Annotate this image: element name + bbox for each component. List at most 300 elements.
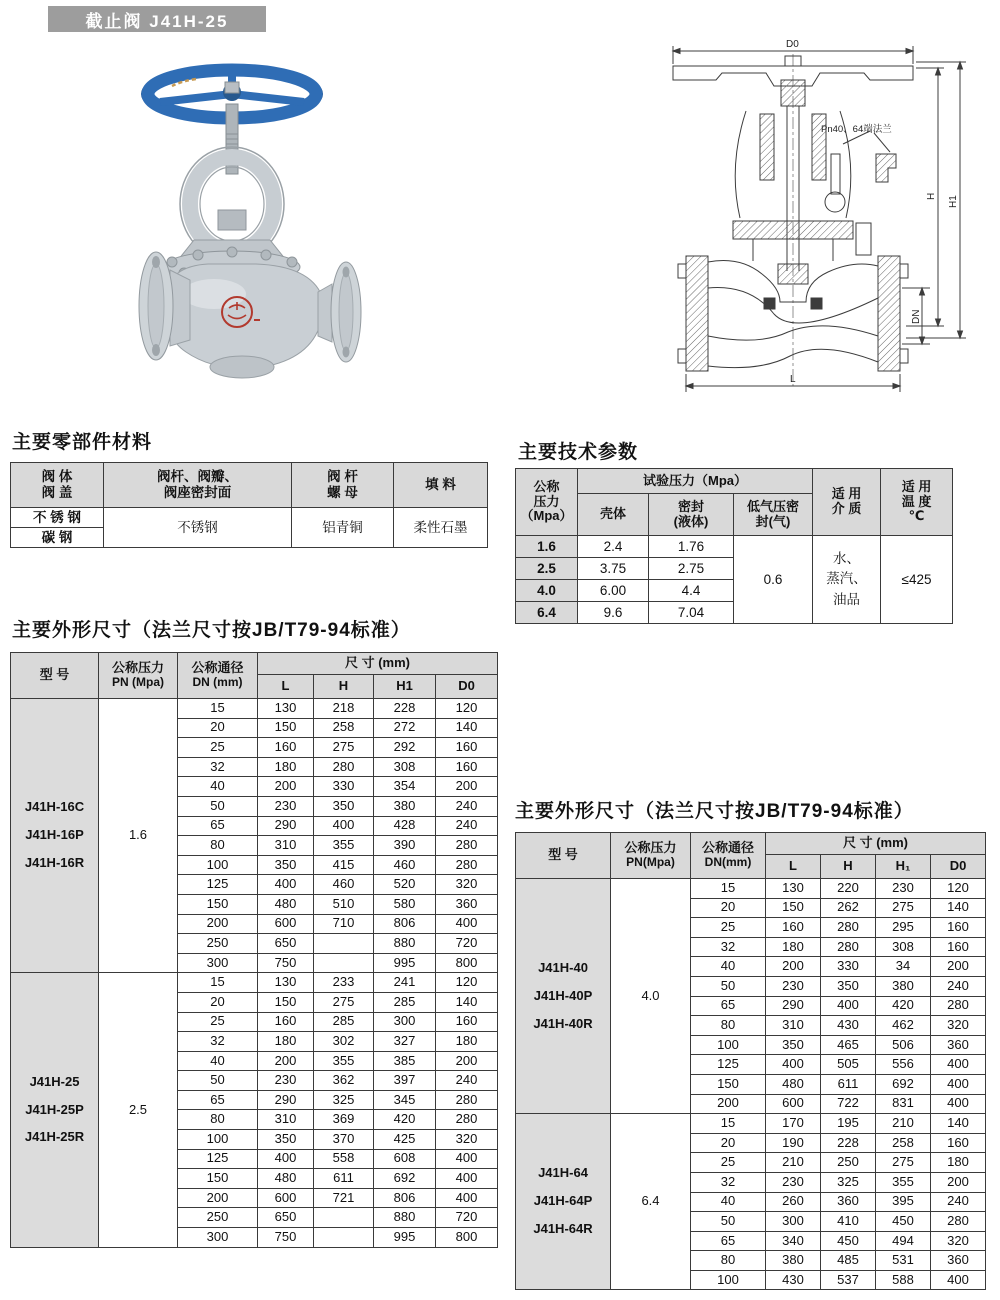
dim-cell: 290 [766, 996, 821, 1016]
materials-header-body: 阀 体 阀 盖 [11, 463, 104, 508]
dn-cell: 300 [178, 1228, 258, 1248]
dim-cell: 240 [436, 1071, 498, 1091]
inlet-flange [139, 252, 173, 360]
model-label: J41H-25R [24, 1129, 85, 1145]
materials-header-stem: 阀杆、阀瓣、 阀座密封面 [104, 463, 292, 508]
dn-cell: 200 [691, 1094, 766, 1114]
dim-cell: 310 [258, 836, 314, 856]
dn-cell: 50 [178, 1071, 258, 1091]
dim-cell: 531 [876, 1251, 931, 1271]
tech-shell: 3.75 [578, 558, 649, 580]
dim-cell: 806 [374, 1188, 436, 1208]
dim-cell: 831 [876, 1094, 931, 1114]
dim-cell: 354 [374, 777, 436, 797]
pn-value: 4.0 [611, 879, 691, 1114]
dim-cell: 420 [374, 1110, 436, 1130]
dim-cell: 285 [314, 1012, 374, 1032]
dim-cell: 345 [374, 1090, 436, 1110]
dim-cell: 400 [821, 996, 876, 1016]
dim-cell: 880 [374, 1208, 436, 1228]
dim-cell: 430 [821, 1016, 876, 1036]
dim-cell: 160 [436, 1012, 498, 1032]
dn-cell: 65 [178, 1090, 258, 1110]
dim-cell: 320 [436, 1130, 498, 1150]
dim-cell: 290 [258, 1090, 314, 1110]
dim-cell: 140 [436, 992, 498, 1012]
dims-header-col-h1: H₁ [876, 855, 931, 879]
dim-cell: 380 [876, 976, 931, 996]
dim-label-dn: DN [911, 309, 922, 324]
dn-cell: 32 [691, 1172, 766, 1192]
dim-cell: 230 [876, 879, 931, 899]
dims-header-col-l: L [766, 855, 821, 879]
dim-cell: 995 [374, 953, 436, 973]
dim-cell: 460 [314, 875, 374, 895]
dn-cell: 150 [178, 894, 258, 914]
dims-table-right [515, 832, 986, 1290]
dim-cell: 710 [314, 914, 374, 934]
material-body-1: 不 锈 钢 [11, 508, 104, 528]
dim-cell: 430 [766, 1270, 821, 1290]
dim-cell: 450 [821, 1231, 876, 1251]
dim-cell: 228 [374, 699, 436, 719]
dim-cell: 280 [821, 937, 876, 957]
dim-cell: 140 [436, 718, 498, 738]
dim-cell: 292 [374, 738, 436, 758]
model-label: J41H-16P [25, 827, 84, 843]
dims-header-pn: 公称压力 PN (Mpa) [99, 653, 178, 699]
dim-cell [314, 1228, 374, 1248]
dim-cell: 720 [436, 934, 498, 954]
dn-cell: 250 [178, 1208, 258, 1228]
dim-cell: 260 [766, 1192, 821, 1212]
dn-cell: 150 [178, 1169, 258, 1189]
dim-cell: 425 [374, 1130, 436, 1150]
dim-cell: 355 [314, 836, 374, 856]
dim-cell: 506 [876, 1035, 931, 1055]
tech-pn: 4.0 [516, 580, 578, 602]
dim-cell: 600 [258, 1188, 314, 1208]
tech-params-table [515, 468, 953, 624]
pn-value: 2.5 [99, 973, 178, 1247]
tech-seal: 2.75 [649, 558, 734, 580]
dn-cell: 50 [178, 796, 258, 816]
dims-row [516, 879, 986, 899]
dims-right-heading: 主要外形尺寸（法兰尺寸按JB/T79-94标准） [515, 801, 914, 822]
tech-media-value: 水、 蒸汽、 油品 [813, 536, 881, 624]
dim-cell: 295 [876, 918, 931, 938]
dim-cell: 360 [821, 1192, 876, 1212]
dim-cell: 258 [876, 1133, 931, 1153]
dn-cell: 50 [691, 976, 766, 996]
dim-cell: 400 [258, 875, 314, 895]
dn-cell: 80 [178, 1110, 258, 1130]
dn-cell: 40 [691, 1192, 766, 1212]
dim-cell: 385 [374, 1051, 436, 1071]
dim-cell: 150 [258, 992, 314, 1012]
dim-cell: 200 [436, 1051, 498, 1071]
dim-label-l: L [790, 374, 796, 385]
dim-cell: 180 [931, 1153, 986, 1173]
valve-drawing [638, 36, 988, 404]
material-nut: 铝青铜 [292, 508, 394, 548]
dn-cell: 25 [691, 1153, 766, 1173]
dims-table-left [10, 652, 498, 1248]
dim-cell: 721 [314, 1188, 374, 1208]
dim-cell: 302 [314, 1032, 374, 1052]
dn-cell: 40 [178, 1051, 258, 1071]
dim-cell: 400 [766, 1055, 821, 1075]
dn-cell: 32 [178, 1032, 258, 1052]
dn-cell: 125 [178, 875, 258, 895]
dn-cell: 15 [178, 699, 258, 719]
tech-shell: 2.4 [578, 536, 649, 558]
dim-cell: 340 [766, 1231, 821, 1251]
dim-cell: 350 [766, 1035, 821, 1055]
dim-cell: 240 [931, 1192, 986, 1212]
model-label: J41H-16R [24, 855, 85, 871]
tech-header-shell: 壳体 [578, 494, 649, 536]
dim-cell: 400 [314, 816, 374, 836]
dn-cell: 15 [178, 973, 258, 993]
dim-cell: 120 [436, 973, 498, 993]
dim-cell: 360 [931, 1035, 986, 1055]
dim-cell: 410 [821, 1212, 876, 1232]
dim-cell: 370 [314, 1130, 374, 1150]
dim-cell: 160 [436, 738, 498, 758]
dim-cell: 362 [314, 1071, 374, 1091]
dim-label-h: H [926, 192, 937, 200]
dim-cell: 240 [436, 796, 498, 816]
dim-cell: 308 [374, 757, 436, 777]
dim-cell: 350 [258, 855, 314, 875]
dim-cell: 150 [766, 898, 821, 918]
dim-cell: 258 [314, 718, 374, 738]
model-label: J41H-25P [25, 1101, 84, 1117]
dn-cell: 40 [691, 957, 766, 977]
tech-heading: 主要技术参数 [518, 442, 639, 463]
dim-cell: 800 [436, 953, 498, 973]
dims-row [11, 973, 498, 993]
dim-cell: 280 [931, 996, 986, 1016]
dim-cell: 240 [436, 816, 498, 836]
dim-cell: 355 [314, 1051, 374, 1071]
dim-cell: 308 [876, 937, 931, 957]
dim-cell: 390 [374, 836, 436, 856]
dim-cell: 250 [821, 1153, 876, 1173]
dim-cell: 465 [821, 1035, 876, 1055]
dim-cell: 160 [931, 937, 986, 957]
dim-cell: 280 [436, 1090, 498, 1110]
dim-cell: 350 [314, 796, 374, 816]
dn-cell: 100 [691, 1270, 766, 1290]
dim-cell: 200 [931, 957, 986, 977]
outlet-flange [331, 262, 361, 362]
dim-cell: 400 [436, 914, 498, 934]
material-packing: 柔性石墨 [394, 508, 488, 548]
dim-cell: 400 [931, 1094, 986, 1114]
dim-cell: 160 [931, 918, 986, 938]
dn-cell: 125 [691, 1055, 766, 1075]
dim-cell: 280 [436, 836, 498, 856]
dn-cell: 40 [178, 777, 258, 797]
tech-low-seal-value: 0.6 [734, 536, 813, 624]
dim-cell: 722 [821, 1094, 876, 1114]
dim-cell: 34 [876, 957, 931, 977]
dim-cell: 180 [766, 937, 821, 957]
dim-cell: 558 [314, 1149, 374, 1169]
dim-cell: 400 [931, 1055, 986, 1075]
dim-cell: 325 [314, 1090, 374, 1110]
tech-header-seal: 密封 (液体) [649, 494, 734, 536]
tech-header-test-pressure: 试验压力（Mpa） [578, 469, 813, 494]
dim-cell: 195 [821, 1114, 876, 1134]
dim-cell: 330 [821, 957, 876, 977]
dim-cell: 380 [766, 1251, 821, 1271]
tech-pn: 1.6 [516, 536, 578, 558]
tech-seal: 1.76 [649, 536, 734, 558]
dim-cell: 290 [258, 816, 314, 836]
flange-note: Pn40、64端法兰 [821, 124, 892, 135]
dim-cell: 400 [436, 1169, 498, 1189]
model-label: J41H-40R [533, 1015, 593, 1031]
dim-cell: 395 [876, 1192, 931, 1212]
dim-cell: 233 [314, 973, 374, 993]
tech-pn: 2.5 [516, 558, 578, 580]
dim-cell: 310 [766, 1016, 821, 1036]
dims-header-dn: 公称通径 DN (mm) [178, 653, 258, 699]
dn-cell: 80 [691, 1016, 766, 1036]
materials-table [10, 462, 488, 548]
dims-header-dn: 公称通径 DN(mm) [691, 833, 766, 879]
dims-row [11, 699, 498, 719]
dn-cell: 150 [691, 1074, 766, 1094]
tech-pn: 6.4 [516, 602, 578, 624]
dim-cell: 280 [436, 855, 498, 875]
dim-cell: 327 [374, 1032, 436, 1052]
materials-heading: 主要零部件材料 [12, 432, 153, 453]
pn-value: 6.4 [611, 1114, 691, 1290]
dim-cell: 200 [766, 957, 821, 977]
tech-header-media: 适 用 介 质 [813, 469, 881, 536]
dim-cell: 320 [931, 1231, 986, 1251]
model-cell [516, 1114, 611, 1290]
dim-cell: 800 [436, 1228, 498, 1248]
dim-cell: 280 [931, 1212, 986, 1232]
dim-cell: 130 [766, 879, 821, 899]
dim-cell: 285 [374, 992, 436, 1012]
dn-cell: 50 [691, 1212, 766, 1232]
dim-cell: 611 [821, 1074, 876, 1094]
dims-header-col-h1: H1 [374, 675, 436, 699]
dim-cell: 200 [258, 1051, 314, 1071]
dim-cell [314, 934, 374, 954]
dims-header-col-d0: D0 [436, 675, 498, 699]
dim-cell: 355 [876, 1172, 931, 1192]
dims-header-col-l: L [258, 675, 314, 699]
dn-cell: 20 [691, 898, 766, 918]
model-label: J41H-64P [533, 1193, 593, 1209]
dn-cell: 25 [691, 918, 766, 938]
dim-cell: 692 [876, 1074, 931, 1094]
dim-cell: 806 [374, 914, 436, 934]
material-stem: 不锈钢 [104, 508, 292, 548]
dim-cell: 180 [258, 1032, 314, 1052]
dim-cell: 280 [314, 757, 374, 777]
dn-cell: 300 [178, 953, 258, 973]
dim-cell: 275 [876, 898, 931, 918]
dims-left-heading: 主要外形尺寸（法兰尺寸按JB/T79-94标准） [12, 620, 411, 641]
tech-shell: 6.00 [578, 580, 649, 602]
dim-cell: 428 [374, 816, 436, 836]
material-body-2: 碳 钢 [11, 528, 104, 548]
dn-cell: 200 [178, 914, 258, 934]
dim-cell: 600 [766, 1094, 821, 1114]
dn-cell: 250 [178, 934, 258, 954]
dim-cell: 275 [876, 1153, 931, 1173]
dim-cell: 415 [314, 855, 374, 875]
dim-cell: 200 [436, 777, 498, 797]
dim-cell: 280 [821, 918, 876, 938]
tech-shell: 9.6 [578, 602, 649, 624]
dim-cell: 275 [314, 738, 374, 758]
dim-cell: 262 [821, 898, 876, 918]
dim-cell: 600 [258, 914, 314, 934]
dim-cell: 350 [821, 976, 876, 996]
materials-header-packing: 填 料 [394, 463, 488, 508]
dim-cell: 230 [258, 1071, 314, 1091]
model-label: J41H-16C [24, 799, 85, 815]
tech-header-low-seal: 低气压密 封(气) [734, 494, 813, 536]
dim-cell: 400 [931, 1270, 986, 1290]
dim-cell: 275 [314, 992, 374, 1012]
dim-cell: 995 [374, 1228, 436, 1248]
model-cell [11, 699, 99, 973]
dim-cell: 611 [314, 1169, 374, 1189]
dim-cell: 494 [876, 1231, 931, 1251]
dn-cell: 32 [178, 757, 258, 777]
dim-cell: 320 [436, 875, 498, 895]
pn-value: 1.6 [99, 699, 178, 973]
dim-label-h1: H1 [948, 195, 959, 208]
tech-seal: 7.04 [649, 602, 734, 624]
dim-cell: 380 [374, 796, 436, 816]
dn-cell: 100 [691, 1035, 766, 1055]
dn-cell: 25 [178, 738, 258, 758]
dim-cell: 880 [374, 934, 436, 954]
dim-cell: 480 [258, 1169, 314, 1189]
dim-cell: 241 [374, 973, 436, 993]
dn-cell: 80 [691, 1251, 766, 1271]
dn-cell: 15 [691, 1114, 766, 1134]
dim-cell: 485 [821, 1251, 876, 1271]
dim-cell: 460 [374, 855, 436, 875]
dn-cell: 25 [178, 1012, 258, 1032]
tech-header-temp: 适 用 温 度 ℃ [881, 469, 953, 536]
dim-cell: 230 [766, 1172, 821, 1192]
dims-header-col-h: H [821, 855, 876, 879]
dim-cell: 520 [374, 875, 436, 895]
dim-cell: 480 [258, 894, 314, 914]
dim-cell: 160 [436, 757, 498, 777]
dim-cell: 510 [314, 894, 374, 914]
dim-cell: 160 [258, 1012, 314, 1032]
materials-header-nut: 阀 杆 螺 母 [292, 463, 394, 508]
dim-cell: 608 [374, 1149, 436, 1169]
model-label: J41H-64R [533, 1221, 593, 1237]
dim-cell: 397 [374, 1071, 436, 1091]
dim-cell: 300 [374, 1012, 436, 1032]
tech-seal: 4.4 [649, 580, 734, 602]
dim-cell: 692 [374, 1169, 436, 1189]
dim-cell: 210 [766, 1153, 821, 1173]
dn-cell: 100 [178, 855, 258, 875]
valve-yoke [178, 147, 286, 261]
dn-cell: 15 [691, 879, 766, 899]
dim-cell: 420 [876, 996, 931, 1016]
dim-cell: 325 [821, 1172, 876, 1192]
tech-temp-value: ≤425 [881, 536, 953, 624]
dim-cell: 480 [766, 1074, 821, 1094]
dims-header-col-h: H [314, 675, 374, 699]
dim-cell: 140 [931, 1114, 986, 1134]
dim-cell: 537 [821, 1270, 876, 1290]
dim-cell: 400 [258, 1149, 314, 1169]
dim-cell: 330 [314, 777, 374, 797]
dn-cell: 65 [691, 1231, 766, 1251]
dim-cell: 200 [931, 1172, 986, 1192]
dim-cell: 360 [931, 1251, 986, 1271]
dim-cell: 240 [931, 976, 986, 996]
dim-cell: 160 [931, 1133, 986, 1153]
dim-cell [314, 953, 374, 973]
dn-cell: 125 [178, 1149, 258, 1169]
dims-header-size: 尺 寸 (mm) [766, 833, 986, 855]
dim-cell: 400 [436, 1188, 498, 1208]
dim-cell: 160 [766, 918, 821, 938]
dims-header-model: 型 号 [11, 653, 99, 699]
dim-cell: 228 [821, 1133, 876, 1153]
dim-cell: 360 [436, 894, 498, 914]
dim-cell: 220 [821, 879, 876, 899]
dim-cell: 369 [314, 1110, 374, 1130]
dn-cell: 65 [178, 816, 258, 836]
dims-header-pn: 公称压力 PN(Mpa) [611, 833, 691, 879]
dim-cell: 588 [876, 1270, 931, 1290]
dim-cell: 130 [258, 973, 314, 993]
dim-cell: 350 [258, 1130, 314, 1150]
dn-cell: 80 [178, 836, 258, 856]
dim-cell: 218 [314, 699, 374, 719]
dim-cell: 320 [931, 1016, 986, 1036]
dn-cell: 200 [178, 1188, 258, 1208]
dim-cell [314, 1208, 374, 1228]
dim-cell: 150 [258, 718, 314, 738]
dim-cell: 400 [931, 1074, 986, 1094]
dn-cell: 32 [691, 937, 766, 957]
dim-cell: 140 [931, 898, 986, 918]
dim-cell: 300 [766, 1212, 821, 1232]
dim-cell: 272 [374, 718, 436, 738]
dim-cell: 650 [258, 934, 314, 954]
dn-cell: 20 [178, 992, 258, 1012]
dn-cell: 65 [691, 996, 766, 1016]
dim-cell: 160 [258, 738, 314, 758]
dim-cell: 180 [436, 1032, 498, 1052]
dim-cell: 120 [436, 699, 498, 719]
dim-cell: 505 [821, 1055, 876, 1075]
dim-cell: 180 [258, 757, 314, 777]
